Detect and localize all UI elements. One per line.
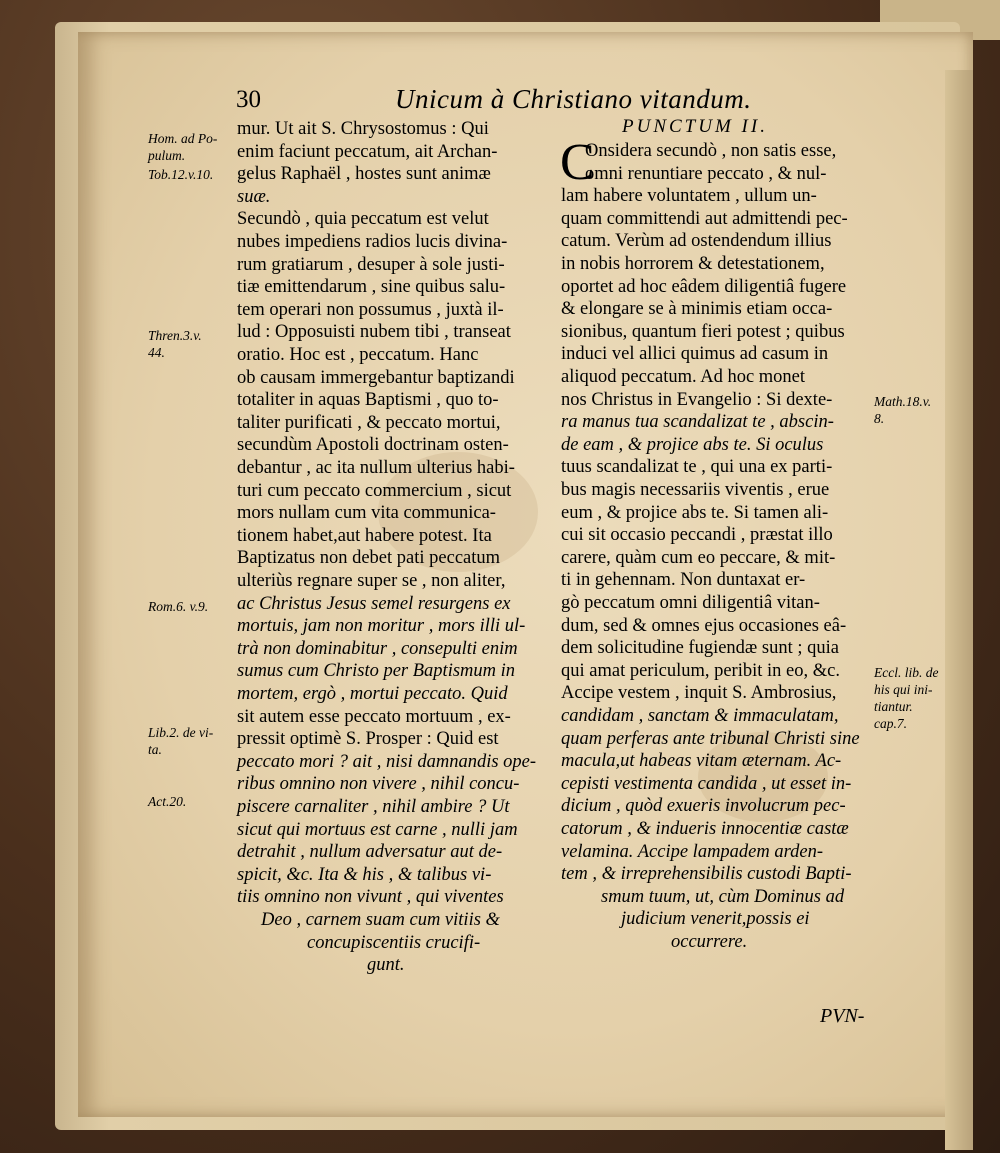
text-line: lam habere voluntatem , ullum un-	[561, 186, 817, 207]
text-line: oratio. Hoc est , peccatum. Hanc	[237, 345, 479, 365]
text-line: nubes impediens radios lucis divina-	[237, 232, 508, 252]
text-line: omni renuntiare peccato , & nul-	[585, 163, 827, 184]
text-line: ob causam immergebantur baptizandi	[237, 367, 515, 388]
text-line: Baptizatus non debet pati peccatum	[237, 548, 501, 569]
text-line: tuus scandalizat te , qui una ex parti-	[561, 457, 833, 478]
margin-note: cap.7.	[874, 716, 907, 731]
text-line: tiæ emittendarum , sine quibus salu-	[237, 277, 506, 298]
margin-note: Eccl. lib. de	[874, 665, 939, 680]
text-line: sicut qui mortuus est carne , nulli jam	[237, 819, 518, 840]
drop-cap: C	[560, 134, 595, 191]
margin-note: 8.	[874, 411, 885, 426]
text-line: mortuis, jam non moritur , mors illi ul-	[237, 616, 526, 637]
text-line: mors nullam cum vita communica-	[237, 503, 496, 524]
margin-note: Hom. ad Po-	[148, 131, 218, 146]
text-line: quam perferas ante tribunal Christi sine	[561, 728, 860, 749]
text-line: & elongare se à minimis etiam occa-	[561, 299, 833, 320]
text-line: trà non dominabitur , consepulti enim	[237, 638, 518, 659]
text-line: cepisti vestimenta candida , ut esset in-	[561, 773, 852, 794]
text-line: ribus omnino non vivere , nihil concu-	[237, 774, 520, 795]
running-title: Unicum à Christiano vitandum.	[395, 84, 752, 114]
text-line: sionibus, quantum fieri potest ; quibus	[561, 321, 845, 342]
text-line: turi cum peccato commercium , sicut	[237, 480, 512, 501]
margin-note: his qui ini-	[874, 682, 933, 697]
margin-note: Rom.6. v.9.	[148, 599, 209, 614]
margin-note: pulum.	[148, 148, 186, 163]
text-line: cui sit occasio peccandi , præstat illo	[561, 525, 833, 546]
text-line: qui amat periculum, peribit in eo, &c.	[561, 660, 840, 681]
text-line: ra manus tua scandalizat te , abscin-	[561, 412, 834, 433]
text-line: gelus Raphaël , hostes sunt animæ	[237, 164, 491, 185]
text-line: dicium , quòd exueris involucrum pec-	[561, 796, 846, 817]
text-line: concupiscentiis crucifi-	[307, 932, 481, 953]
text-line: candidam , sanctam & immaculatam,	[561, 706, 839, 726]
text-line: smum tuum, ut, cùm Dominus ad	[601, 886, 845, 907]
text-line: secundùm Apostoli doctrinam osten-	[237, 435, 509, 456]
text-line: debantur , ac ita nullum ulterius habi-	[237, 458, 515, 478]
text-line: peccato mori ? ait , nisi damnandis ope-	[237, 751, 537, 772]
text-line: pressit optimè S. Prosper : Quid est	[237, 729, 499, 750]
catchword: PVN-	[820, 1005, 865, 1027]
page-number: 30	[236, 86, 261, 113]
text-line: tem operari non possumus , juxtà il-	[237, 299, 504, 320]
page-right-edge	[945, 70, 973, 1150]
text-line: gunt.	[367, 955, 405, 976]
text-line: rum gratiarum , desuper à sole justi-	[237, 254, 505, 275]
text-line: spicit, &c. Ita & his , & talibus vi-	[237, 864, 492, 885]
text-line: gò peccatum omni diligentiâ vitan-	[561, 593, 820, 613]
margin-note: Tob.12.v.10.	[148, 167, 214, 182]
text-line: detrahit , nullum adversatur aut de-	[237, 842, 503, 863]
text-line: oportet ad hoc eâdem diligentiâ fugere	[561, 276, 847, 297]
text-line: nos Christus in Evangelio : Si dexte-	[561, 389, 833, 410]
text-line: sumus cum Christo per Baptismum in	[237, 661, 516, 682]
text-line: piscere carnaliter , nihil ambire ? Ut	[237, 797, 510, 817]
text-line: judicium venerit,possis ei	[621, 909, 810, 930]
text-line: Deo , carnem suam cum vitiis &	[261, 910, 500, 930]
text-line: ti in gehennam. Non duntaxat er-	[561, 570, 806, 591]
text-line: macula,ut habeas vitam æternam. Ac-	[561, 751, 842, 772]
text-line: ulteriùs regnare super se , non aliter,	[237, 571, 506, 591]
text-line: Secundò , quia peccatum est velut	[237, 209, 489, 230]
text-line: tem , & irreprehensibilis custodi Bapti-	[561, 864, 852, 885]
margin-note: Thren.3.v.	[148, 328, 202, 343]
margin-note: Math.18.v.	[874, 394, 932, 409]
text-line: mortem, ergò , mortui peccato. Quid	[237, 684, 508, 704]
text-line: velamina. Accipe lampadem arden-	[561, 841, 824, 862]
text-line: quam committendi aut admittendi pec-	[561, 208, 848, 229]
text-line: tionem habet,aut habere potest. Ita	[237, 525, 492, 546]
text-line: in nobis horrorem & detestationem,	[561, 254, 825, 274]
margin-note: 44.	[148, 345, 165, 360]
text-line: occurrere.	[671, 932, 748, 952]
margin-note: Act.20.	[148, 794, 187, 809]
book-page	[78, 32, 973, 1117]
text-line: catorum , & indueris innocentiæ castæ	[561, 819, 849, 839]
text-line: enim faciunt peccatum, ait Archan-	[237, 141, 498, 162]
text-line: Onsidera secundò , non satis esse,	[585, 141, 837, 161]
margin-note: Lib.2. de vi-	[148, 725, 214, 740]
text-line: Accipe vestem , inquit S. Ambrosius,	[561, 683, 837, 704]
text-line: tiis omnino non vivunt , qui viventes	[237, 887, 504, 908]
margin-note: ta.	[148, 742, 162, 757]
text-line: aliquod peccatum. Ad hoc monet	[561, 367, 806, 387]
text-line: induci vel allici quimus ad casum in	[561, 344, 829, 365]
text-line: bus magis necessariis viventis , erue	[561, 480, 830, 500]
section-heading: PUNCTUM II.	[622, 116, 768, 137]
text-line: carere, quàm cum eo peccare, & mit-	[561, 547, 836, 568]
text-line: dem solicitudine fugiendæ sunt ; quia	[561, 638, 839, 659]
text-line: mur. Ut ait S. Chrysostomus : Qui	[237, 119, 489, 139]
text-line: eum , & projice abs te. Si tamen ali-	[561, 502, 829, 523]
text-line: de eam , & projice abs te. Si oculus	[561, 434, 824, 455]
text-line: dum, sed & omnes ejus occasiones eâ-	[561, 615, 847, 636]
text-line: sit autem esse peccato mortuum , ex-	[237, 706, 511, 727]
text-line: lud : Opposuisti nubem tibi , transeat	[237, 322, 511, 343]
text-line: ac Christus Jesus semel resurgens ex	[237, 593, 511, 614]
margin-note: tiantur.	[874, 699, 913, 714]
text-line: catum. Verùm ad ostendendum illius	[561, 231, 832, 252]
text-line: totaliter in aquas Baptismi , quo to-	[237, 390, 499, 411]
text-line: suæ.	[237, 186, 271, 207]
text-line: taliter purificati , & peccato mortui,	[237, 412, 501, 433]
